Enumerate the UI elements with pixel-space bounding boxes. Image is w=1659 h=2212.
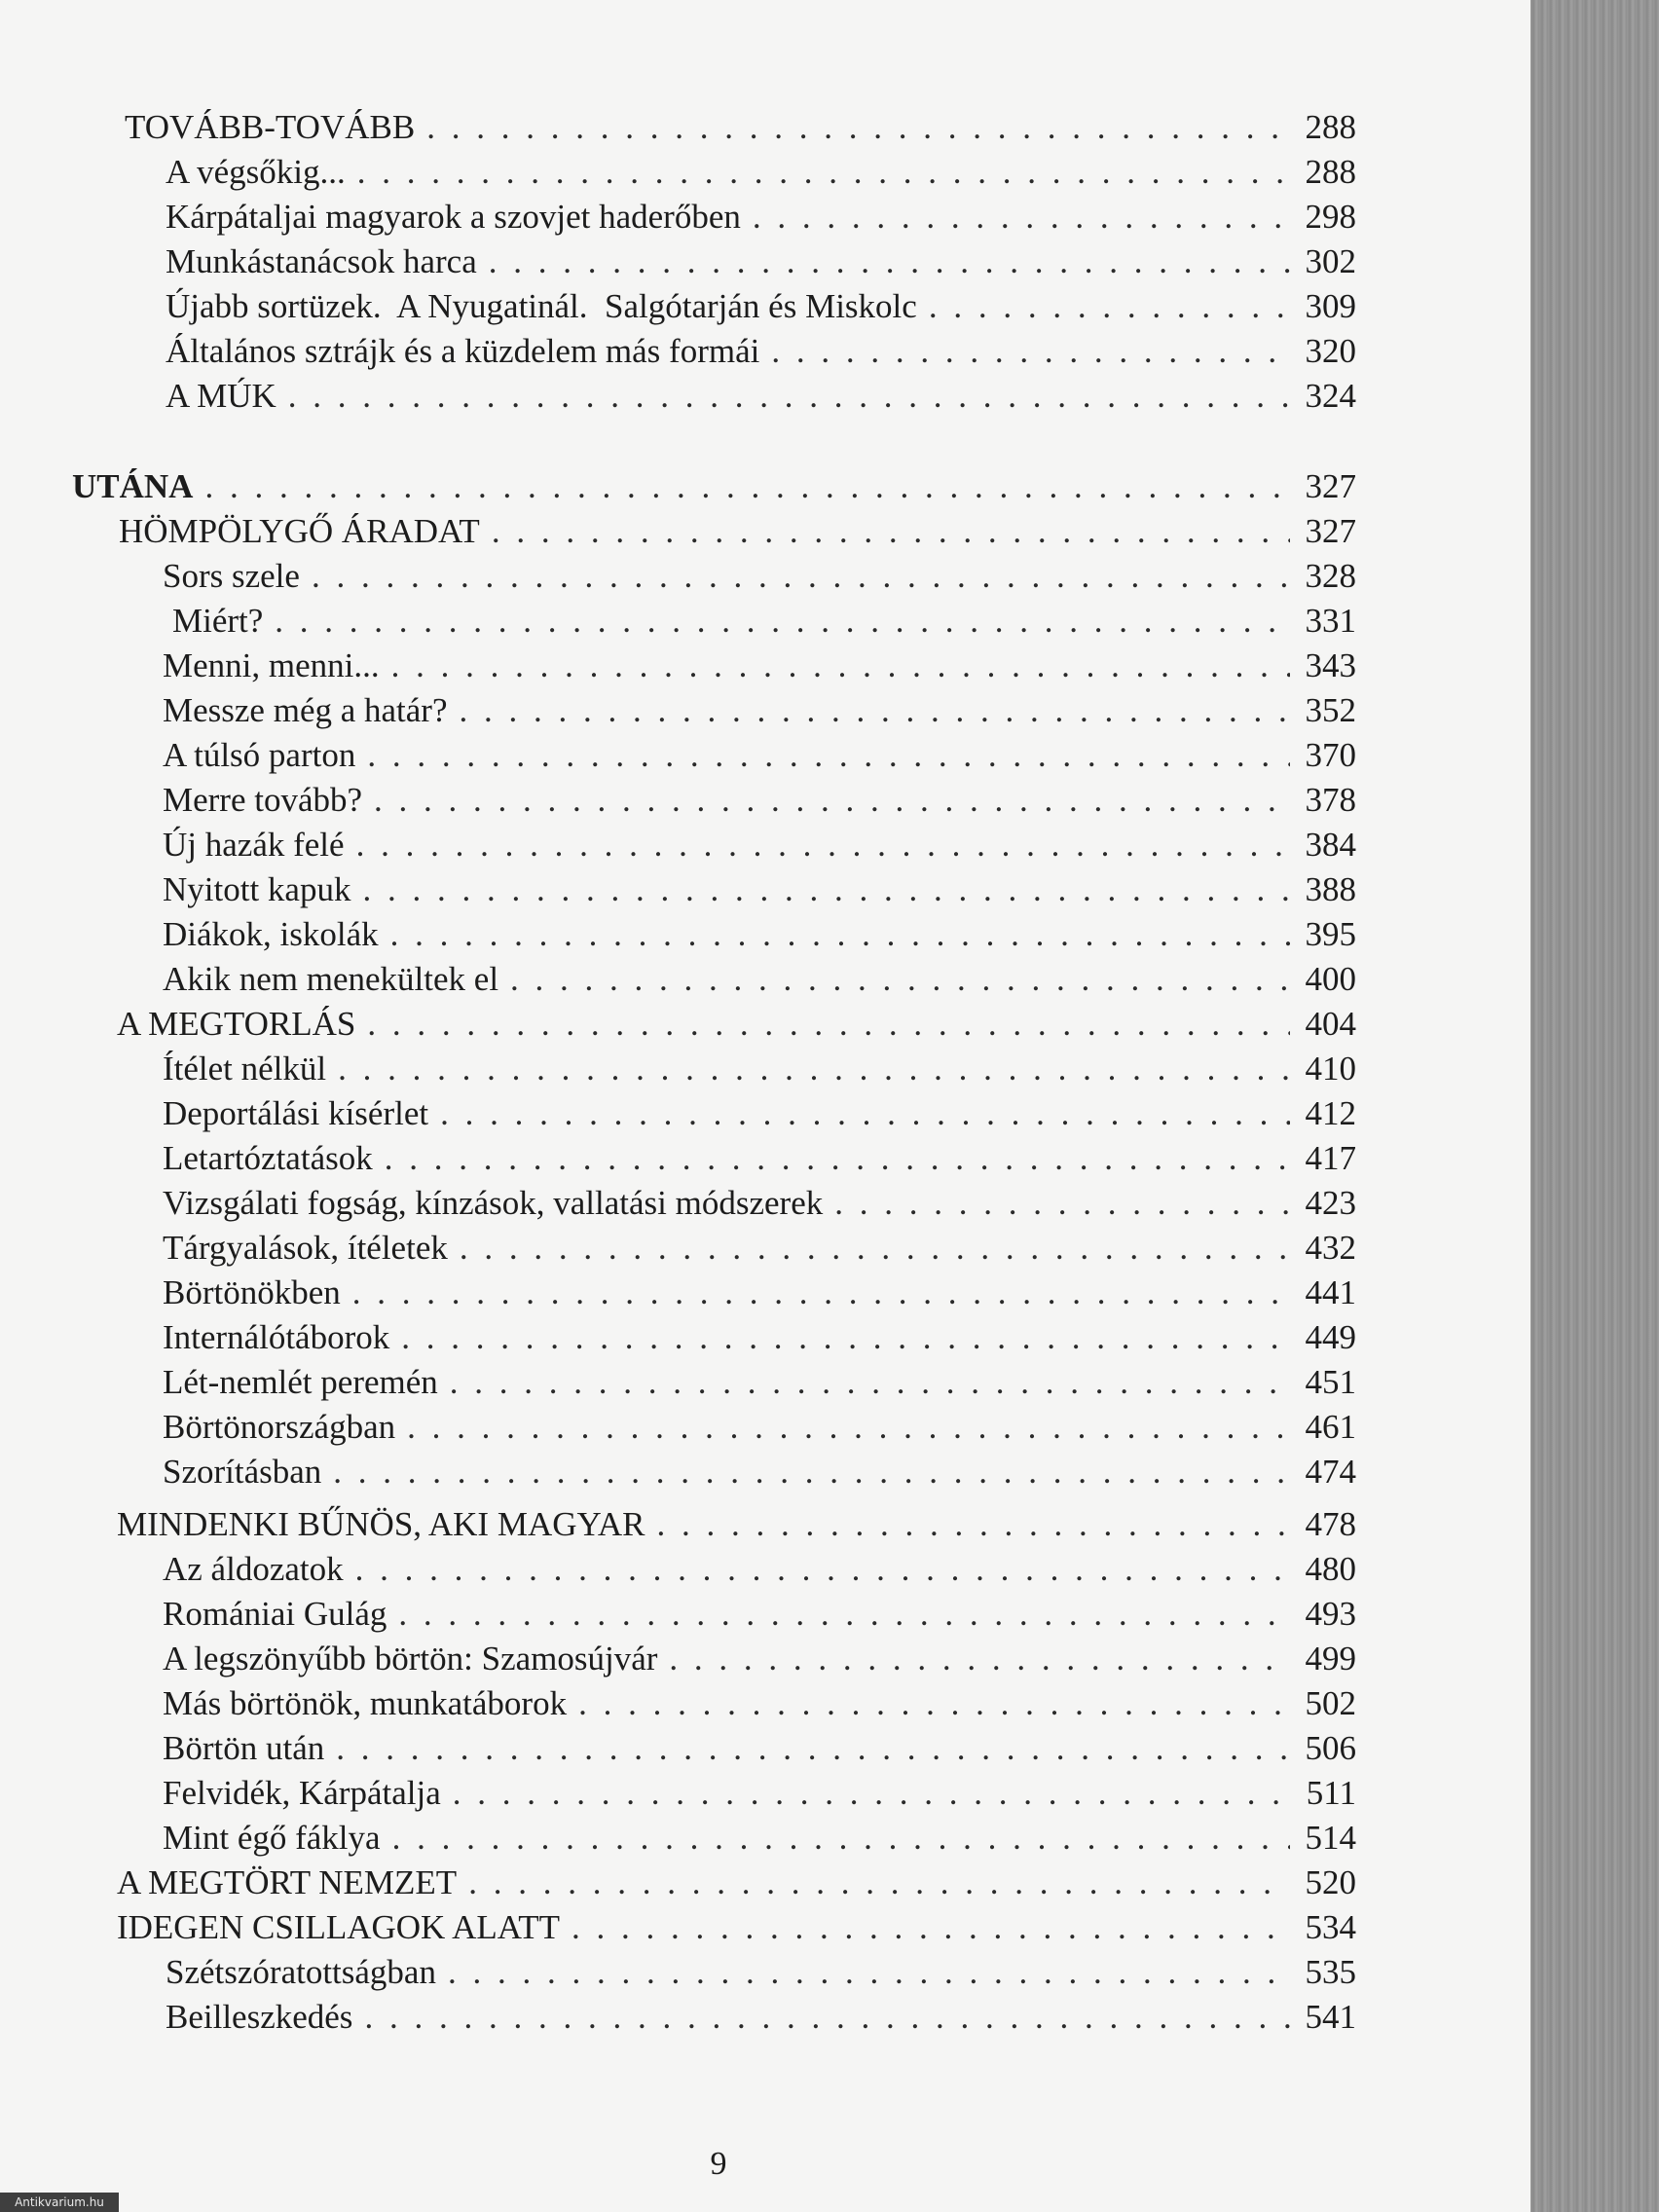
toc-entry-page: 324 [1305, 377, 1356, 415]
toc-leader-dots [392, 1816, 1290, 1861]
toc-entry-page: 328 [1305, 557, 1356, 595]
toc-entry-title: HÖMPÖLYGŐ ÁRADAT [119, 512, 480, 550]
toc-leader-dots [385, 1136, 1290, 1181]
toc-entry-title: A végsőkig... [166, 153, 346, 191]
toc-entry-page: 395 [1305, 915, 1356, 953]
toc-entry-page: 432 [1305, 1229, 1356, 1267]
toc-entry [117, 1502, 1356, 1547]
toc-entry-title: Tárgyalások, ítéletek [163, 1229, 448, 1267]
toc-leader-dots [336, 1726, 1290, 1771]
toc-leader-dots [453, 1771, 1290, 1816]
toc-entry-title: Újabb sortüzek. A Nyugatinál. Salgótarján és Miskolc [166, 287, 917, 325]
toc-entry [166, 1995, 1356, 2040]
toc-entry [125, 105, 1356, 150]
toc-leader-dots [510, 957, 1290, 1002]
toc-leader-dots [834, 1181, 1290, 1226]
toc-leader-dots [367, 1002, 1290, 1047]
toc-entry-page: 441 [1305, 1273, 1356, 1311]
toc-entry [163, 1315, 1356, 1360]
toc-leader-dots [390, 912, 1290, 957]
toc-entry-title: A túlsó parton [163, 736, 356, 774]
toc-leader-dots [333, 1450, 1290, 1494]
toc-entry-page: 331 [1305, 602, 1356, 640]
toc-entry-page: 502 [1305, 1684, 1356, 1722]
toc-entry-page: 343 [1305, 646, 1356, 684]
toc-leader-dots [364, 1995, 1290, 2040]
toc-leader-dots [669, 1637, 1290, 1681]
toc-entry-page: 400 [1305, 960, 1356, 998]
toc-entry-title: Szorításban [163, 1453, 322, 1491]
toc-entry-title: Munkástanácsok harca [166, 242, 477, 280]
toc-entry-page: 298 [1305, 198, 1356, 236]
toc-entry-page: 352 [1305, 691, 1356, 729]
toc-entry-title: Letartóztatások [163, 1139, 373, 1177]
toc-entry-title: Merre tovább? [163, 781, 363, 819]
toc-leader-dots [450, 1360, 1290, 1405]
toc-entry-title: Nyitott kapuk [163, 870, 351, 908]
toc-entry-title: Beilleszkedés [166, 1998, 353, 2036]
watermark-label: Antikvarium.hu [0, 2193, 119, 2212]
toc-entry-page: 388 [1305, 870, 1356, 908]
toc-entry-title: TOVÁBB-TOVÁBB [125, 108, 416, 146]
toc-entry-title: IDEGEN CSILLAGOK ALATT [117, 1908, 560, 1946]
toc-entry-page: 480 [1305, 1550, 1356, 1588]
toc-leader-dots [440, 1091, 1290, 1136]
toc-leader-dots [929, 284, 1290, 329]
toc-entry [163, 1450, 1356, 1494]
toc-entry-title: Más börtönök, munkatáborok [163, 1684, 568, 1722]
toc-entry-page: 288 [1305, 108, 1356, 146]
toc-entry [163, 957, 1356, 1002]
toc-entry [163, 1047, 1356, 1091]
toc-entry-title: Új hazák felé [163, 826, 345, 864]
toc-entry [163, 867, 1356, 912]
toc-entry-page: 474 [1305, 1453, 1356, 1491]
toc-entry [166, 329, 1356, 374]
toc-entry [166, 1950, 1356, 1995]
toc-entry [117, 1002, 1356, 1047]
toc-leader-dots [204, 464, 1290, 509]
toc-entry-title: Az áldozatok [163, 1550, 344, 1588]
toc-entry-page: 302 [1305, 242, 1356, 280]
toc-entry [163, 1091, 1356, 1136]
toc-entry [163, 733, 1356, 778]
toc-entry [163, 1547, 1356, 1592]
toc-entry [166, 195, 1356, 240]
toc-entry-page: 412 [1305, 1094, 1356, 1132]
toc-entry-page: 451 [1305, 1363, 1356, 1401]
toc-entry-title: Börtön után [163, 1729, 325, 1767]
toc-entry-page: 506 [1305, 1729, 1356, 1767]
toc-entry-title: Lét-nemlét peremén [163, 1363, 438, 1401]
toc-entry [163, 912, 1356, 957]
toc-entry-page: 449 [1305, 1318, 1356, 1356]
toc-entry [163, 1226, 1356, 1271]
toc-entry [163, 1637, 1356, 1681]
toc-entry [163, 1592, 1356, 1637]
toc-entry-title: Vizsgálati fogság, kínzások, vallatási módszerek [163, 1184, 824, 1222]
toc-leader-dots [460, 1226, 1290, 1271]
toc-entry-title: Messze még a határ? [163, 691, 448, 729]
toc-entry-page: 534 [1305, 1908, 1356, 1946]
toc-entry [163, 1181, 1356, 1226]
toc-entry-page: 520 [1305, 1863, 1356, 1901]
toc-entry [163, 778, 1356, 823]
toc-entry [163, 1771, 1356, 1816]
toc-entry [163, 644, 1356, 688]
page-number: 9 [710, 2146, 727, 2182]
toc-entry [163, 1816, 1356, 1861]
toc-entry-page: 541 [1305, 1998, 1356, 2036]
toc-entry-page: 535 [1305, 1953, 1356, 1991]
toc-entry-page: 327 [1305, 467, 1356, 505]
toc-entry-page: 327 [1305, 512, 1356, 550]
toc-entry [117, 1861, 1356, 1905]
toc-entry-title: A legszönyűbb börtön: Szamosújvár [163, 1640, 658, 1677]
toc-entry [166, 240, 1356, 284]
toc-leader-dots [426, 105, 1290, 150]
toc-leader-dots [374, 778, 1290, 823]
toc-leader-dots [312, 554, 1290, 599]
toc-entry-title: Miért? [172, 602, 264, 640]
toc-entry-title: Börtönökben [163, 1273, 341, 1311]
toc-leader-dots [352, 1271, 1290, 1315]
toc-entry-title: Börtönországban [163, 1408, 396, 1446]
toc-entry-page: 423 [1305, 1184, 1356, 1222]
toc-entry-title: Mint égő fáklya [163, 1819, 381, 1857]
toc-entry [163, 688, 1356, 733]
toc-leader-dots [578, 1681, 1290, 1726]
toc-entry-page: 461 [1305, 1408, 1356, 1446]
toc-leader-dots [407, 1405, 1290, 1450]
toc-entry-title: A MEGTÖRT NEMZET [117, 1863, 458, 1901]
toc-leader-dots [398, 1592, 1290, 1637]
toc-entry [163, 823, 1356, 867]
toc-entry-title: Akik nem menekültek el [163, 960, 499, 998]
toc-leader-dots [489, 240, 1290, 284]
toc-entry [166, 150, 1356, 195]
toc-entry [163, 1136, 1356, 1181]
toc-entry-page: 417 [1305, 1139, 1356, 1177]
toc-leader-dots [571, 1905, 1290, 1950]
toc-leader-dots [355, 1547, 1290, 1592]
toc-leader-dots [357, 150, 1290, 195]
toc-entry-page: 514 [1305, 1819, 1356, 1857]
toc-entry-title: UTÁNA [72, 467, 194, 505]
toc-entry-page: 384 [1305, 826, 1356, 864]
toc-entry-page: 404 [1305, 1005, 1356, 1043]
toc-entry [163, 1271, 1356, 1315]
toc-leader-dots [338, 1047, 1290, 1091]
toc-entry-page: 320 [1305, 332, 1356, 370]
toc-leader-dots [288, 374, 1290, 419]
toc-entry-page: 309 [1305, 287, 1356, 325]
page-stack-edge [1530, 0, 1659, 2212]
toc-leader-dots [356, 823, 1290, 867]
toc-entry-page: 493 [1305, 1595, 1356, 1633]
toc-leader-dots [753, 195, 1290, 240]
toc-entry [166, 374, 1356, 419]
toc-leader-dots [657, 1502, 1290, 1547]
toc-entry-page: 378 [1305, 781, 1356, 819]
toc-entry-title: Deportálási kísérlet [163, 1094, 429, 1132]
toc-part-heading [72, 464, 1356, 509]
toc-entry-title: Internálótáborok [163, 1318, 390, 1356]
toc-entry-page: 511 [1306, 1774, 1356, 1812]
toc-entry [166, 284, 1356, 329]
toc-leader-dots [401, 1315, 1290, 1360]
toc-entry-page: 288 [1305, 153, 1356, 191]
toc-entry-title: A MÚK [166, 377, 276, 415]
toc-entry [119, 509, 1356, 554]
toc-leader-dots [367, 733, 1290, 778]
toc-entry-title: Kárpátaljai magyarok a szovjet haderőben [166, 198, 741, 236]
toc-entry [163, 1360, 1356, 1405]
toc-entry-page: 370 [1305, 736, 1356, 774]
toc-entry-title: Felvidék, Kárpátalja [163, 1774, 441, 1812]
toc-entry-title: Menni, menni... [163, 646, 380, 684]
toc-entry-title: A MEGTORLÁS [117, 1005, 356, 1043]
toc-entry [163, 1405, 1356, 1450]
toc-leader-dots [468, 1861, 1290, 1905]
toc-entry-page: 499 [1305, 1640, 1356, 1677]
toc-entry [163, 1681, 1356, 1726]
toc-entry-page: 478 [1305, 1505, 1356, 1543]
toc-entry [172, 599, 1356, 644]
toc-entry-title: Sors szele [163, 557, 300, 595]
toc-entry-title: Általános sztrájk és a küzdelem más formái [166, 332, 760, 370]
toc-entry [163, 1726, 1356, 1771]
toc-leader-dots [771, 329, 1290, 374]
toc-leader-dots [448, 1950, 1290, 1995]
toc-entry [163, 554, 1356, 599]
toc-leader-dots [492, 509, 1290, 554]
toc-entry-title: Szétszóratottságban [166, 1953, 436, 1991]
toc-leader-dots [391, 644, 1290, 688]
toc-entry-title: MINDENKI BŰNÖS, AKI MAGYAR [117, 1505, 645, 1543]
toc-entry-page: 410 [1305, 1050, 1356, 1088]
toc-entry-title: Romániai Gulág [163, 1595, 387, 1633]
toc-entry [117, 1905, 1356, 1950]
toc-leader-dots [362, 867, 1290, 912]
toc-entry-title: Diákok, iskolák [163, 915, 379, 953]
toc-entry-title: Ítélet nélkül [163, 1050, 327, 1088]
toc-leader-dots [460, 688, 1291, 733]
toc-leader-dots [275, 599, 1290, 644]
